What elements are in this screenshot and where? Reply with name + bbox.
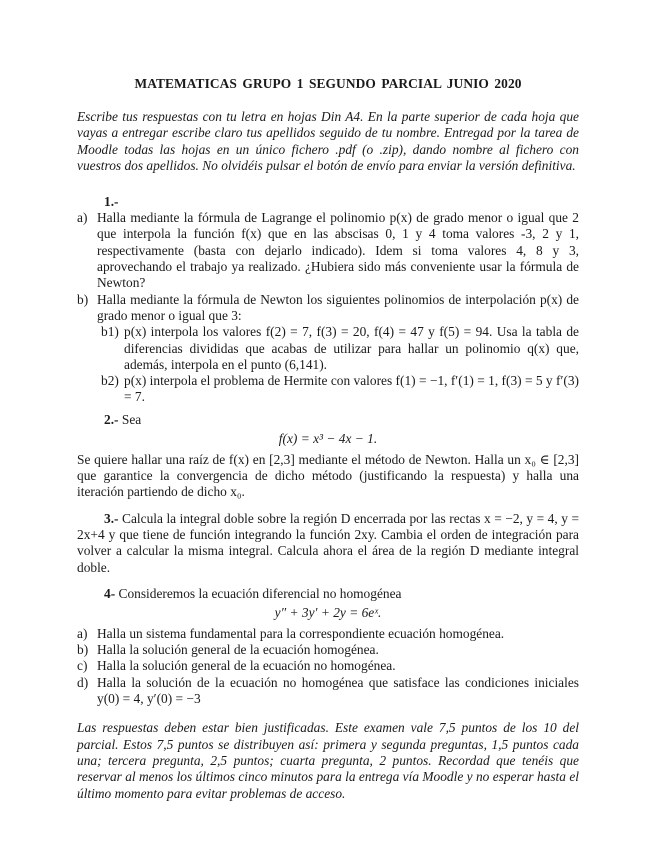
exam-page	[77, 76, 579, 802]
item-text: Halla un sistema fundamental para la correspondiente ecuación homogénea.	[97, 625, 505, 641]
item-label: b)	[77, 291, 89, 307]
question-4d	[77, 675, 579, 708]
item-label: a)	[77, 210, 88, 226]
question-4-lead: Consideremos la ecuación diferencial no homogénea	[118, 585, 402, 601]
item-text: Halla mediante la fórmula de Lagrange el polinomio p(x) de grado menor o igual que 2 que interpola la función f(x) que en las abscisas 0, 1 y 4 toma valores -3, 2 y 1, respectivamente (basta con dejarlo indicado). Idem si toma valores 4, 8 y 3, aprovechando el trabajo ya realizado. ¿Hubiera sido más conveniente usar la fórmula de Newton?	[97, 210, 579, 291]
item-label: a)	[77, 625, 88, 641]
question-4c	[77, 658, 579, 674]
question-4a	[77, 626, 579, 642]
question-2-text: Se quiere hallar una raíz de f(x) en [2,3] mediante el método de Newton. Halla un x₀ ∈ [2,3] que garantice la convergencia de dicho método (justificando la respuesta) y halla una iteración partiendo de dicho x₀.	[77, 451, 579, 500]
question-4-equation: y″ + 3y′ + 2y = 6eˣ.	[274, 604, 382, 620]
question-2-equation: f(x) = x³ − 4x − 1.	[278, 430, 378, 446]
question-4b	[77, 642, 579, 658]
question-2-heading	[77, 412, 579, 428]
exam-title: MATEMATICAS GRUPO 1 SEGUNDO PARCIAL JUNIO 2020	[134, 76, 522, 91]
item-text: Halla mediante la fórmula de Newton los siguientes polinomios de interpolación p(x) de grado menor o igual que 3:	[97, 291, 579, 323]
question-1b1	[97, 324, 579, 373]
item-text: p(x) interpola el problema de Hermite con valores f(1) = −1, f′(1) = 1, f(3) = 5 y f′(3) = 7.	[124, 373, 579, 405]
question-3	[77, 511, 579, 576]
item-label: d)	[77, 674, 89, 690]
question-2-lead: Sea	[121, 411, 142, 427]
item-label: b2)	[101, 373, 119, 389]
item-text: p(x) interpola los valores f(2) = 7, f(3) = 20, f(4) = 47 y f(5) = 94. Usa la tabla de diferencias divididas que acabas de utilizar para hallar un polinomio q(x) que, además, interpola en el punto (6,141).	[124, 324, 579, 372]
question-1-heading	[77, 194, 579, 210]
question-4-number: 4-	[104, 585, 116, 601]
question-3-text: Calcula la integral doble sobre la región D encerrada por las rectas x = −2, y = 4, y = 2x+4 y que tiene de función integrando la función 2xy. Cambia el orden de integración para volver a calcular la misma integral. Calcula ahora el área de la región D mediante integral doble.	[77, 510, 579, 575]
question-4-heading	[77, 586, 579, 602]
question-1b	[77, 292, 579, 325]
instructions: Escribe tus respuestas con tu letra en hojas Din A4. En la parte superior de cada hoja que vayas a entregar escribe claro tus apellidos seguido de tu nombre. Entregad por la tarea de Moodle todas las hojas en un único fichero .pdf (o .zip), dando nombre al fichero con vuestros dos apellidos. No olvidéis pulsar el botón de envío para enviar la versión definitiva.	[77, 109, 579, 173]
question-2-number: 2.-	[104, 411, 119, 427]
item-label: b)	[77, 642, 89, 658]
item-label: b1)	[101, 324, 119, 340]
question-1a	[77, 210, 579, 291]
item-text: Halla la solución de la ecuación no homogénea que satisface las condiciones iniciales y(0) = 4, y′(0) = −3	[97, 674, 579, 707]
item-label: c)	[77, 658, 88, 674]
closing-notes: Las respuestas deben estar bien justificadas. Este examen vale 7,5 puntos de los 10 del parcial. Estos 7,5 puntos se distribuyen así: primera y segunda preguntas, 1,5 puntos cada una; tercera pregunta, 2,5 puntos; cuarta pregunta, 2 puntos. Recordad que tenéis que reservar al menos los últimos cinco minutos para la entrega vía Moodle y no esperar hasta el último momento para evitar problemas de acceso.	[77, 720, 579, 801]
item-text: Halla la solución general de la ecuación no homogénea.	[97, 658, 396, 674]
question-3-number: 3.-	[104, 510, 119, 526]
question-1b2	[97, 373, 579, 406]
question-1-number: 1.-	[104, 194, 119, 210]
item-text: Halla la solución general de la ecuación homogénea.	[97, 642, 379, 658]
